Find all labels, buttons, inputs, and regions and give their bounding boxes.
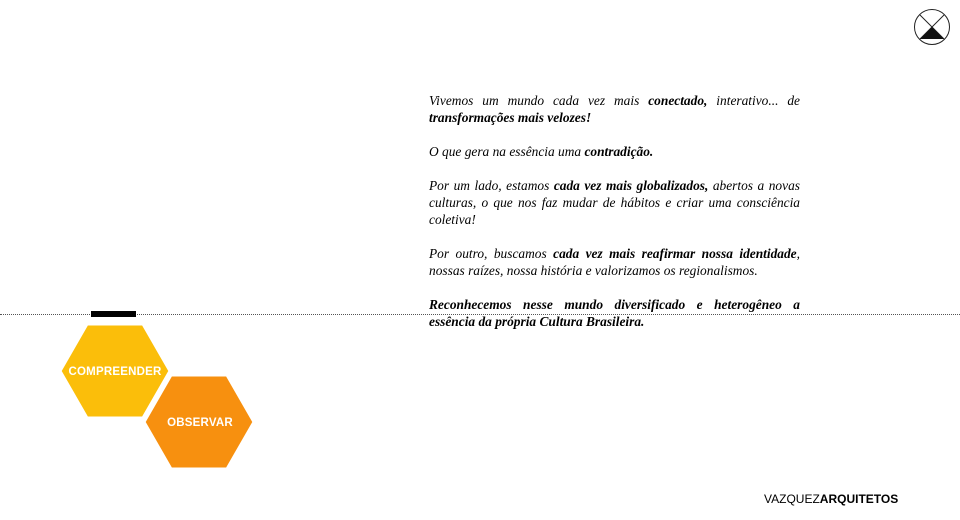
brand-wordmark xyxy=(764,492,898,506)
brand-name-light: VAZQUEZ xyxy=(764,492,820,506)
brand-name-bold: ARQUITETOS xyxy=(819,492,899,506)
paragraph-contradiction: O que gera na essência uma contradição. xyxy=(429,144,654,159)
paragraph-identity: Por outro, buscamos cada vez mais reafirmar nossa identidade, nossas raízes, nossa história e valorizamos os regionalismos. xyxy=(429,246,800,278)
paragraph-brazilian-culture: Reconhecemos nesse mundo diversificado e heterogêneo a essência da própria Cultura Brasileira. xyxy=(429,297,800,329)
hourglass-circle-icon xyxy=(913,8,951,46)
hexagon-accent-bar xyxy=(91,311,136,317)
paragraph-globalized: Por um lado, estamos cada vez mais globalizados, abertos a novas culturas, o que nos faz mudar de hábitos e criar uma consciência coletiva! xyxy=(429,178,800,227)
paragraph-connected: Vivemos um mundo cada vez mais conectado, interativo... de transformações mais velozes! xyxy=(429,93,800,125)
hexagon-label-observar: OBSERVAR xyxy=(167,417,233,429)
manifesto-text xyxy=(429,92,800,347)
hexagon-label-compreender: COMPREENDER xyxy=(68,366,162,378)
hexagon-diagram xyxy=(55,318,260,476)
